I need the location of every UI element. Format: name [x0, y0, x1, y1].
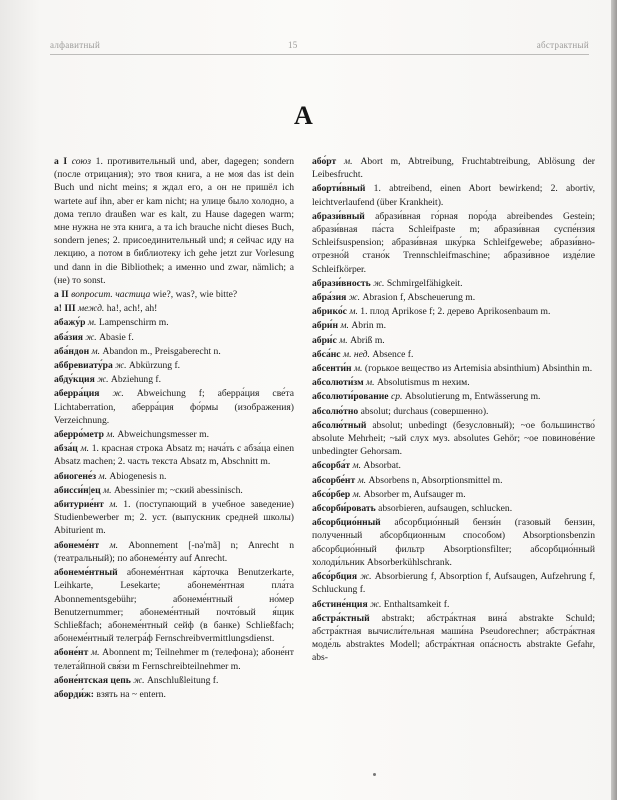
grammar-label: ж.: [373, 277, 385, 289]
dictionary-entry: [312, 612, 595, 665]
grammar-label: м. нед.: [342, 348, 370, 360]
dictionary-entry: [54, 484, 294, 497]
headword: абитурие́нт: [54, 499, 104, 511]
grammar-label: м.: [349, 306, 358, 318]
translation: ha!, ach!, ah!: [106, 303, 158, 315]
translation: Enthaltsamkeit f.: [383, 598, 450, 610]
right-column: [312, 155, 595, 666]
grammar-label: ж.: [112, 388, 124, 400]
dictionary-entry: [54, 345, 294, 358]
dictionary-entry: [54, 688, 294, 701]
headword: абоне́нт: [54, 647, 89, 659]
dictionary-entry: [54, 288, 294, 301]
headword: абстине́нция: [312, 598, 368, 610]
translation: Abziehung f.: [110, 374, 162, 386]
translation: absolut; durchaus (совершенно).: [360, 405, 489, 417]
translation: Absorbat.: [363, 460, 401, 472]
grammar-label: м.: [90, 647, 100, 659]
dictionary-entry: [312, 277, 595, 290]
headword: абрико́с: [312, 306, 347, 318]
translation: Abort m, Abtreibung, Fruchtabtreibung, Ablösung der Leibesfrucht.: [312, 156, 595, 181]
headword: абрази́вность: [312, 277, 371, 289]
headword: аба́ндон: [54, 345, 90, 357]
translation: Lampenschirm m.: [98, 317, 169, 329]
translation: Abonnement [-nə'mã] n; Anrecht n (театральный); по абонеме́нту auf Anrecht.: [54, 539, 295, 564]
headword: абсорби́ровать: [312, 503, 376, 515]
dictionary-entry: [54, 373, 294, 386]
headword: а I: [54, 156, 68, 167]
grammar-label: ж.: [115, 360, 127, 372]
headword: абри́с: [312, 334, 337, 346]
dictionary-entry: [54, 498, 294, 538]
grammar-label: м.: [340, 320, 349, 332]
grammar-label: межд.: [78, 303, 105, 315]
grammar-label: ж.: [348, 292, 361, 304]
dictionary-entry: [54, 155, 294, 287]
headword: абиогене́з: [54, 470, 97, 482]
dictionary-entry: [54, 359, 294, 372]
headword: абсорбе́нт: [312, 474, 356, 486]
translation: Abiogenesis n.: [109, 470, 167, 482]
translation: Abweichungsmesser m.: [117, 429, 209, 441]
translation: Abonnent m; Teilnehmer m (телефона); абоне́нт телета́йпной свя́зи m Fernschreibteilnehmer m.: [54, 647, 294, 672]
grammar-label: м.: [352, 488, 362, 500]
headword: абонеме́нтный: [54, 567, 118, 579]
grammar-label: м.: [357, 474, 367, 486]
grammar-label: м.: [109, 499, 118, 511]
header-rule: [50, 54, 589, 55]
translation: Absorber m, Aufsauger m.: [363, 488, 466, 500]
translation: absorbieren, aufsaugen, schlucken.: [378, 503, 513, 515]
dictionary-entry: [312, 570, 595, 596]
dictionary-entry: [312, 502, 595, 515]
dictionary-entry: [312, 598, 595, 611]
headword: абду́кция: [54, 374, 95, 386]
headword: абсолюти́зм: [312, 377, 364, 389]
dictionary-entry: [54, 566, 294, 645]
headword: абри́н: [312, 320, 338, 332]
translation: абрази́вная го́рная поро́да abreibendes Gestein; абрази́вная па́ста Schleifpaste m; абрази́вная суспе́нзия Schleifsuspension; абрази́вная шку́рка Schleifgewebe; абрази́вно-отрезно́й стано́к Trennschleifmaschine; абрази́вное изде́лие Schleifkörper.: [312, 210, 595, 275]
headword: абстра́ктный: [312, 612, 370, 624]
headword: абсолю́тный: [312, 419, 367, 431]
dictionary-entry: [312, 419, 595, 459]
page-number: 15: [288, 40, 298, 50]
translation: Absolutierung m, Entwässerung m.: [404, 391, 541, 403]
translation: (горькое вещество из Artemisia absinthium) Absinthin m.: [364, 363, 593, 375]
dictionary-entry: [312, 291, 595, 304]
dictionary-entry: [54, 539, 294, 565]
dictionary-entry: [312, 182, 595, 208]
grammar-label: м.: [98, 470, 107, 482]
translation: Absorbierung f, Absorption f, Aufsaugen, Aufzehrung f, Schluckung f.: [312, 571, 595, 596]
translation: Absence f.: [372, 348, 414, 360]
headword: абза́ц: [54, 443, 78, 455]
dictionary-entry: [312, 459, 595, 472]
headword: абсолюти́рование: [312, 391, 389, 403]
translation: Abweichung f; аберра́ция све́та Lichtaberration, аберра́ция фо́рмы (изображения) Verzeichnung.: [54, 388, 294, 426]
grammar-label: ср.: [390, 391, 403, 403]
translation: 1. противительный und, aber, dagegen; sondern (после отрицания); это твоя книга, а не моя das ist dein Buch und nicht meins; я ждал его, а он не пришёл ich wartete auf ihn, aber er kam nicht; на улице было холодно, а дома тепло draußen war es kalt, zu Hause dagegen warm; мне нужна не эта книга, а та ich brauche nicht dieses Buch, sondern jenes; 2. присоединительный und; я сейчас иду на лекцию, а потом в библиотеку ich gehe jetzt zur Vorlesung und dann in die Bibliothek; а именно und zwar, nämlich; а (не) то sonst.: [54, 156, 294, 286]
grammar-label: м.: [103, 484, 112, 496]
dictionary-entry: [54, 387, 294, 427]
dictionary-entry: [54, 302, 294, 315]
header-right: абстрактный: [536, 40, 589, 50]
headword: абисси́н|ец: [54, 484, 101, 496]
headword: абса́нс: [312, 348, 341, 360]
headword: аборти́вный: [312, 183, 366, 195]
translation: 1. красная строка Absatz m; нача́ть с абза́ца einen Absatz machen; 2. часть текста Absatz m, Abschnitt m.: [54, 443, 294, 468]
translation: Abasie f.: [99, 331, 134, 343]
headword: абсолю́тно: [312, 405, 359, 417]
grammar-label: м.: [353, 363, 363, 375]
page-mark: [373, 773, 376, 776]
headword: або́рт: [312, 156, 337, 167]
grammar-label: ж.: [360, 571, 372, 583]
headword: абрази́вный: [312, 210, 365, 222]
translation: абонеме́нтная ка́рточка Benutzerkarte, Leihkarte, Lesekarte; абонеме́нтная пла́та Abonnementsgebühr; абонеме́нтный но́мер Benutzernummer; абонеме́нтный почто́вый я́щик Schließfach; абонеме́нтный сейф (в банке) Schließfach; абонеме́нтный телегра́ф Fernschreibvermittlungsdienst.: [54, 567, 294, 645]
headword: аббревиату́ра: [54, 360, 113, 372]
translation: Absorbens n, Absorptionsmittel m.: [368, 474, 503, 486]
grammar-label: м.: [91, 345, 101, 357]
grammar-label: ж.: [370, 598, 382, 610]
grammar-label: м.: [80, 443, 90, 455]
grammar-label: вопросит. частица: [71, 289, 151, 301]
header-left: алфавитный: [50, 40, 101, 50]
translation: Anschlußleitung f.: [146, 674, 219, 686]
headword: аборди́ж:: [54, 688, 95, 700]
dictionary-entry: [312, 516, 595, 569]
headword: абсенти́н: [312, 363, 352, 375]
translation: Abriß m.: [350, 334, 385, 346]
grammar-label: м.: [352, 460, 361, 472]
dictionary-entry: [312, 155, 595, 181]
translation: Abessinier m; ~ский abessinisch.: [113, 484, 243, 496]
grammar-label: м.: [106, 429, 115, 441]
translation: abstrakt; абстра́ктная вина́ abstrakte Schuld; абстра́ктная вычисли́тельная маши́на Pseudorechner; абстра́ктная моде́ль abstraktes Modell; абстра́ктная опа́сность abstrakte Gefahr, abs-: [312, 612, 595, 664]
dictionary-entry: [54, 674, 294, 687]
dictionary-entry: [54, 331, 294, 344]
headword: а! III: [54, 303, 76, 315]
grammar-label: м.: [109, 539, 118, 551]
headword: аберро́метр: [54, 429, 104, 441]
headword: абра́зия: [312, 292, 347, 304]
book-spine: [611, 0, 617, 800]
translation: absolut; unbedingt (безусловный); ~ое большинство́ absolute Mehrheit; ~ый слух муз. absolutes Gehör; ~ое повинове́ние unbedingter Gehorsam.: [312, 419, 595, 458]
dictionary-entry: [312, 488, 595, 501]
dictionary-entry: [312, 390, 595, 403]
grammar-label: м.: [344, 156, 353, 167]
translation: Abandon m., Preisgaberecht n.: [102, 345, 221, 357]
dictionary-entry: [54, 316, 294, 329]
translation: 1. (поступающий в учебное заведение) Studienbewerber m; 2. уст. (выпускник средней школы) Abiturient m.: [54, 499, 294, 537]
grammar-label: м.: [87, 317, 97, 329]
headword: абсорба́т: [312, 460, 351, 472]
dictionary-entry: [54, 646, 294, 672]
dictionary-entry: [312, 474, 595, 487]
translation: 1. плод Aprikose f; 2. дерево Aprikosenbaum m.: [360, 306, 551, 318]
left-column: [54, 155, 294, 702]
grammar-label: ж.: [97, 374, 109, 386]
headword: абсорбцио́нный: [312, 517, 381, 529]
dictionary-entry: [312, 405, 595, 418]
translation: взять на ~ entern.: [96, 688, 166, 700]
dictionary-entry: [312, 376, 595, 389]
dictionary-entry: [312, 210, 595, 276]
translation: Abrin m.: [351, 320, 386, 332]
headword: абсо́рбция: [312, 571, 358, 583]
headword: абажу́р: [54, 317, 86, 329]
grammar-label: ж.: [85, 331, 97, 343]
grammar-label: союз: [71, 156, 92, 167]
headword: аба́зия: [54, 331, 83, 343]
translation: Absolutismus m нехим.: [376, 377, 470, 389]
headword: абоне́нтская цепь: [54, 674, 131, 686]
headword: аберра́ция: [54, 388, 100, 400]
running-header: [50, 40, 589, 50]
translation: 1. abtreibend, einen Abort bewirkend; 2. abortiv, leichtverlaufend (über Krankheit).: [312, 183, 595, 208]
grammar-label: м.: [339, 334, 348, 346]
headword: а II: [54, 289, 69, 301]
dictionary-entry: [312, 305, 595, 318]
dictionary-entry: [312, 362, 595, 375]
grammar-label: м.: [366, 377, 375, 389]
translation: Abrasion f, Abscheuerung m.: [362, 292, 476, 304]
headword: абонеме́нт: [54, 539, 100, 551]
translation: Abkürzung f.: [128, 360, 181, 372]
grammar-label: ж.: [133, 674, 145, 686]
dictionary-entry: [312, 334, 595, 347]
translation: Schmirgelfähigkeit.: [386, 277, 463, 289]
headword: абсо́рбер: [312, 488, 351, 500]
section-letter: А: [294, 101, 313, 130]
dictionary-entry: [312, 348, 595, 361]
dictionary-entry: [54, 428, 294, 441]
translation: абсорбцио́нный бензи́н (газовый бензин, полученный абсорбционным способом) Absorptionsbenzin абсорбцио́нный фильтр Absorptionsfilter; абсорбцио́нный холоди́льник Absorberkühlschrank.: [312, 517, 595, 568]
dictionary-entry: [312, 319, 595, 332]
dictionary-entry: [54, 470, 294, 483]
dictionary-entry: [54, 442, 294, 468]
translation: wie?, was?, wie bitte?: [152, 289, 238, 301]
